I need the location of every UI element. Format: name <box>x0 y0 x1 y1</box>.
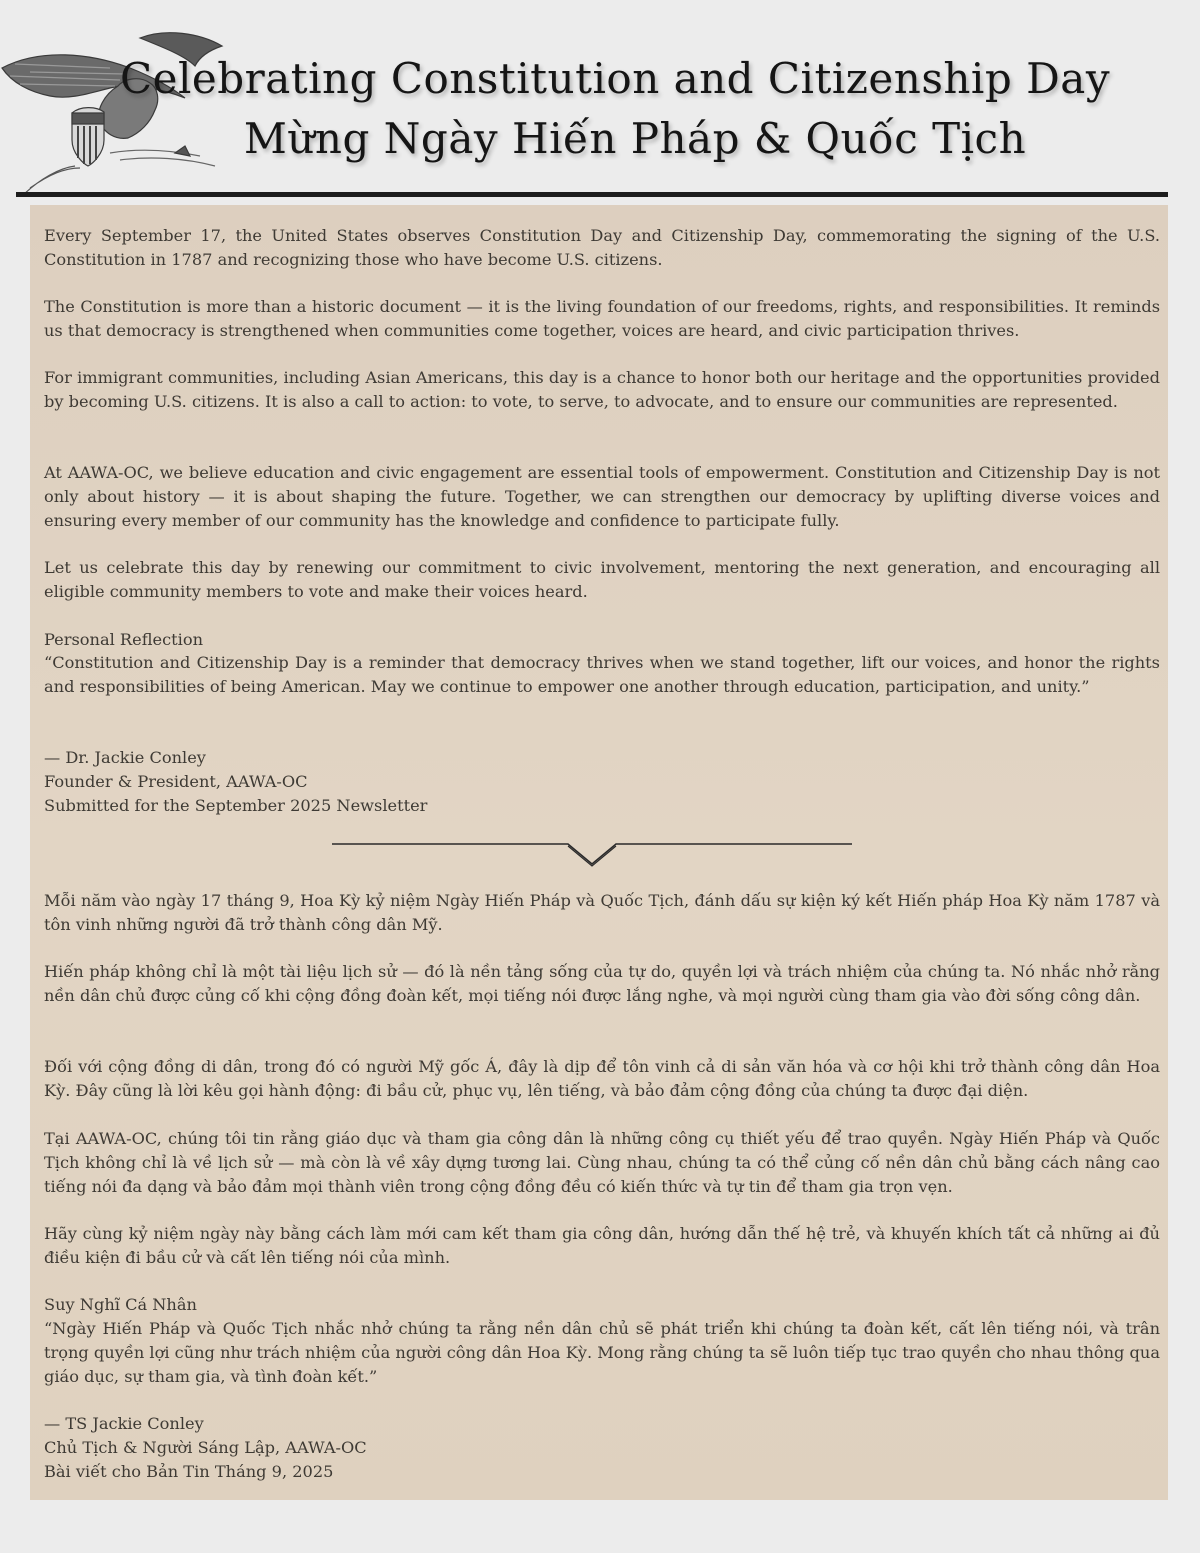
en-reflection-quote: “Constitution and Citizenship Day is a reminder that democracy thrives when we stand together, lift our voices, and honor the rights and responsibilities of being American. May we continue to empower one another through education, participation, and unity.” <box>44 653 1160 696</box>
en-signature-note: Submitted for the September 2025 Newsletter <box>44 796 428 815</box>
vi-signature-note: Bài viết cho Bản Tin Tháng 9, 2025 <box>44 1462 334 1481</box>
en-signature-name: — Dr. Jackie Conley <box>44 748 206 767</box>
vi-paragraph-5: Hãy cùng kỷ niệm ngày này bằng cách làm mới cam kết tham gia công dân, hướng dẫn thế hệ trẻ, và khuyến khích tất cả những ai đủ điều kiện đi bầu cử và cất lên tiếng nói của mình. <box>44 1224 1160 1267</box>
vi-paragraph-4: Tại AAWA-OC, chúng tôi tin rằng giáo dục và tham gia công dân là những công cụ thiết yếu để trao quyền. Ngày Hiến Pháp và Quốc Tịch không chỉ là về lịch sử — mà còn là về xây dựng tương lai. Cùng nhau, chúng ta có thể củng cố nền dân chủ bằng cách nâng cao tiếng nói đa dạng và bảo đảm mọi thành viên trong cộng đồng đều có kiến thức và tự tin để tham gia trọn vẹn. <box>44 1129 1160 1196</box>
vi-signature-title: Chủ Tịch & Người Sáng Lập, AAWA-OC <box>44 1438 367 1457</box>
en-reflection-heading: Personal Reflection <box>44 630 203 649</box>
en-paragraph-1: Every September 17, the United States observes Constitution Day and Citizenship Day, commemorating the signing of the U.S. Constitution in 1787 and recognizing those who have become U.S. citizens. <box>44 226 1160 269</box>
en-paragraph-2: The Constitution is more than a historic document — it is the living foundation of our freedoms, rights, and responsibilities. It reminds us that democracy is strengthened when communities come together, voices are heard, and civic participation thrives. <box>44 297 1160 340</box>
title-english: Celebrating Constitution and Citizenship Day <box>119 54 1111 103</box>
vi-paragraph-3: Đối với cộng đồng di dân, trong đó có người Mỹ gốc Á, đây là dịp để tôn vinh cả di sản văn hóa và cơ hội khi trở thành công dân Hoa Kỳ. Đây cũng là lời kêu gọi hành động: đi bầu cử, phục vụ, lên tiếng, và bảo đảm cộng đồng của chúng ta được đại diện. <box>44 1057 1160 1100</box>
header-rule <box>16 192 1168 197</box>
en-paragraph-5: Let us celebrate this day by renewing our commitment to civic involvement, mentoring the next generation, and encouraging all eligible community members to vote and make their voices heard. <box>44 558 1160 601</box>
vi-paragraph-2: Hiến pháp không chỉ là một tài liệu lịch sử — đó là nền tảng sống của tự do, quyền lợi và trách nhiệm của chúng ta. Nó nhắc nhở rằng nền dân chủ được củng cố khi cộng đồng đoàn kết, mọi tiếng nói được lắng nghe, và mọi người cùng tham gia vào đời sống công dân. <box>44 962 1160 1005</box>
eagle-shield-icon <box>0 28 270 193</box>
vi-reflection-heading: Suy Nghĩ Cá Nhân <box>44 1295 197 1314</box>
vi-paragraph-1: Mỗi năm vào ngày 17 tháng 9, Hoa Kỳ kỷ niệm Ngày Hiến Pháp và Quốc Tịch, đánh dấu sự kiện ký kết Hiến pháp Hoa Kỳ năm 1787 và tôn vinh những người đã trở thành công dân Mỹ. <box>44 891 1160 934</box>
en-paragraph-3: For immigrant communities, including Asian Americans, this day is a chance to honor both our heritage and the opportunities provided by becoming U.S. citizens. It is also a call to action: to vote, to serve, to advocate, and to ensure our communities are represented. <box>44 368 1160 411</box>
en-signature-title: Founder & President, AAWA-OC <box>44 772 308 791</box>
section-divider <box>330 832 854 868</box>
vi-reflection-quote: “Ngày Hiến Pháp và Quốc Tịch nhắc nhở chúng ta rằng nền dân chủ sẽ phát triển khi chúng ta đoàn kết, cất lên tiếng nói, và trân trọng quyền lợi cũng như trách nhiệm của người công dân Hoa Kỳ. Mong rằng chúng ta sẽ luôn tiếp tục trao quyền cho nhau thông qua giáo dục, sự tham gia, và tình đoàn kết.” <box>44 1319 1160 1386</box>
title-vietnamese: Mừng Ngày Hiến Pháp & Quốc Tịch <box>243 114 1027 163</box>
page-header <box>0 0 1200 200</box>
vi-signature-name: — TS Jackie Conley <box>44 1414 204 1433</box>
en-paragraph-4: At AAWA-OC, we believe education and civic engagement are essential tools of empowerment. Constitution and Citizenship Day is not only about history — it is about shaping the future. Together, we can strengthen our democracy by uplifting diverse voices and ensuring every member of our community has the knowledge and confidence to participate fully. <box>44 463 1160 530</box>
